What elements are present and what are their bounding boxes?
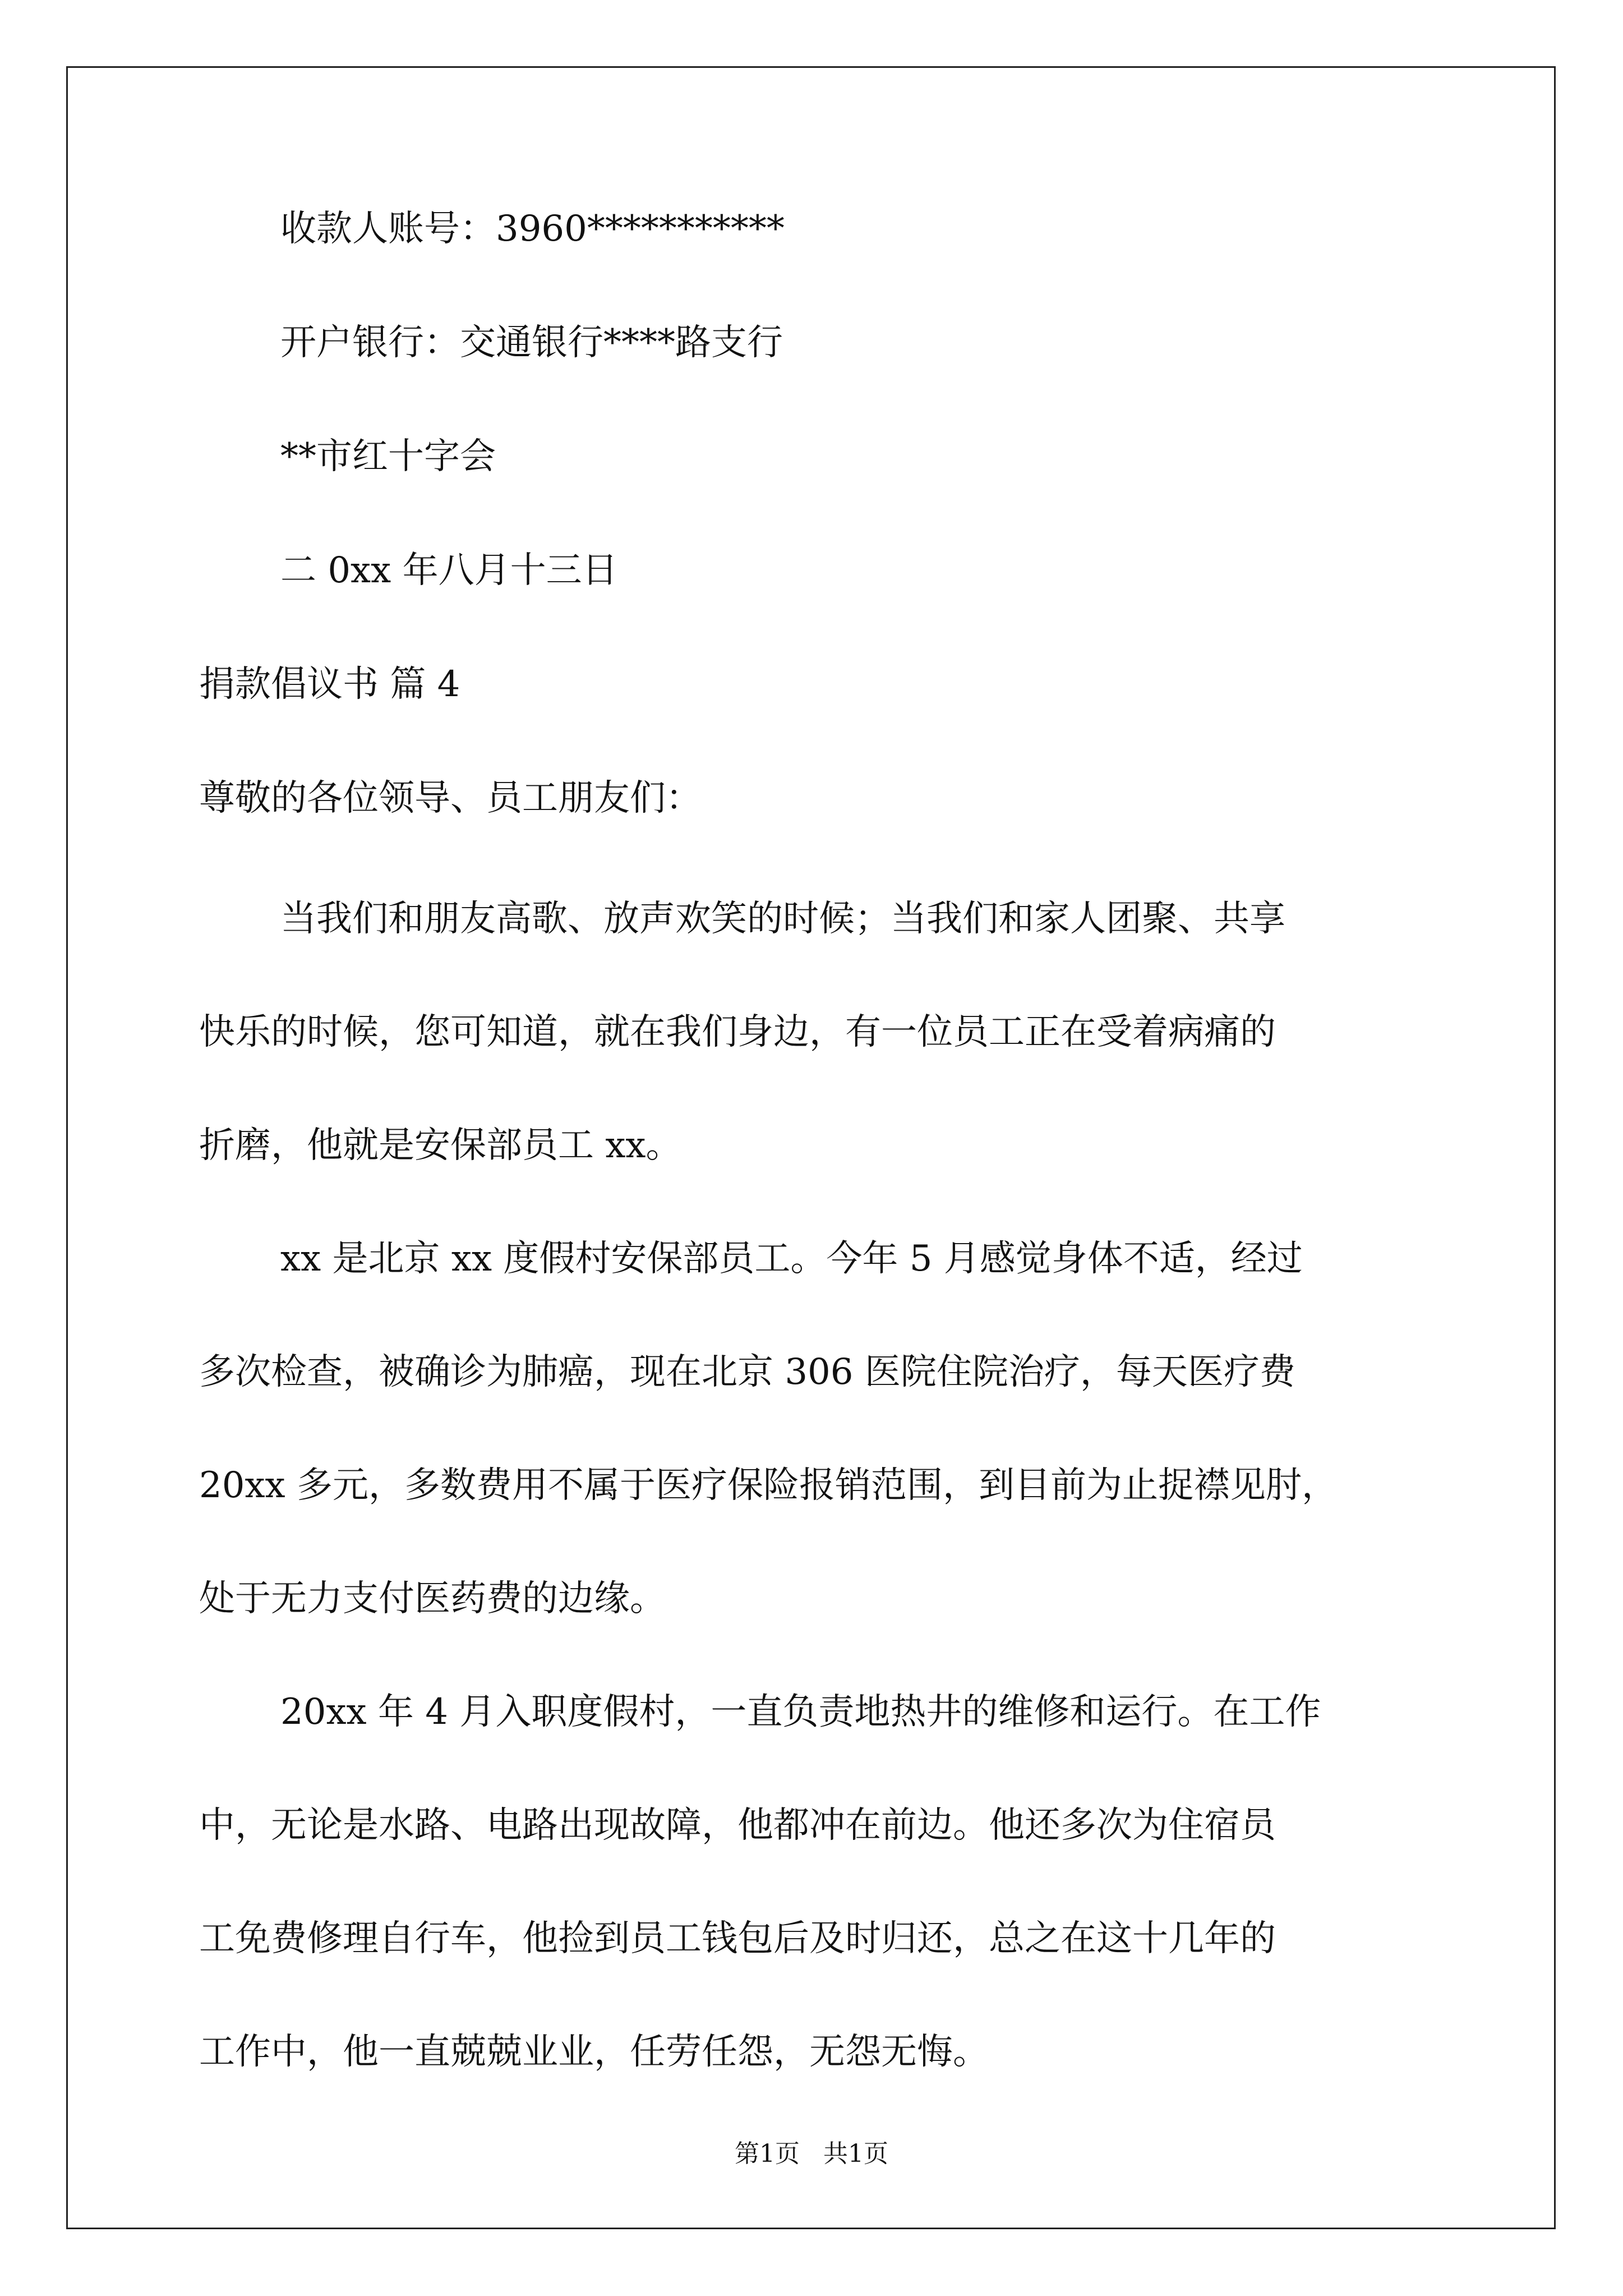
page-footer: 第1页 共1页 [735,2139,888,2168]
date-line: 二 0xx 年八月十三日 [280,550,618,591]
paragraph-line: 工免费修理自行车，他捡到员工钱包后及时归还，总之在这十几年的 [199,1918,1276,1959]
salutation: 尊敬的各位领导、员工朋友们： [199,777,702,819]
payee-account-line: 收款人账号：3960*********** [280,208,785,250]
bank-line: 开户银行：交通银行****路支行 [280,322,783,364]
paragraph-line: 20xx 年 4 月入职度假村，一直负责地热井的维修和运行。在工作 [280,1691,1321,1733]
paragraph-line: 20xx 多元，多数费用不属于医疗保险报销范围，到目前为止捉襟见肘， [199,1465,1338,1506]
paragraph-line: 处于无力支付医药费的边缘。 [199,1578,666,1619]
organization-line: **市红十字会 [280,436,496,477]
paragraph-line: 快乐的时候，您可知道，就在我们身边，有一位员工正在受着病痛的 [199,1011,1276,1053]
paragraph-line: 工作中，他一直兢兢业业，任劳任怨，无怨无悔。 [199,2031,989,2073]
paragraph-line: xx 是北京 xx 度假村安保部员工。今年 5 月感觉身体不适，经过 [280,1238,1303,1280]
paragraph-1 [199,862,1433,1202]
paragraph-line: 折磨，他就是安保部员工 xx。 [199,1125,682,1166]
paragraph-2 [199,1202,1433,1655]
section-title: 捐款倡议书 篇 4 [199,664,460,705]
paragraph-line: 当我们和朋友高歌、放声欢笑的时候；当我们和家人团聚、共享 [280,898,1285,940]
document-body [199,202,1433,2109]
paragraph-3 [199,1655,1433,2109]
paragraph-line: 中，无论是水路、电路出现故障，他都冲在前边。他还多次为住宿员 [199,1805,1276,1846]
paragraph-line: 多次检查，被确诊为肺癌，现在北京 306 医院住院治疗，每天医疗费 [199,1351,1295,1393]
